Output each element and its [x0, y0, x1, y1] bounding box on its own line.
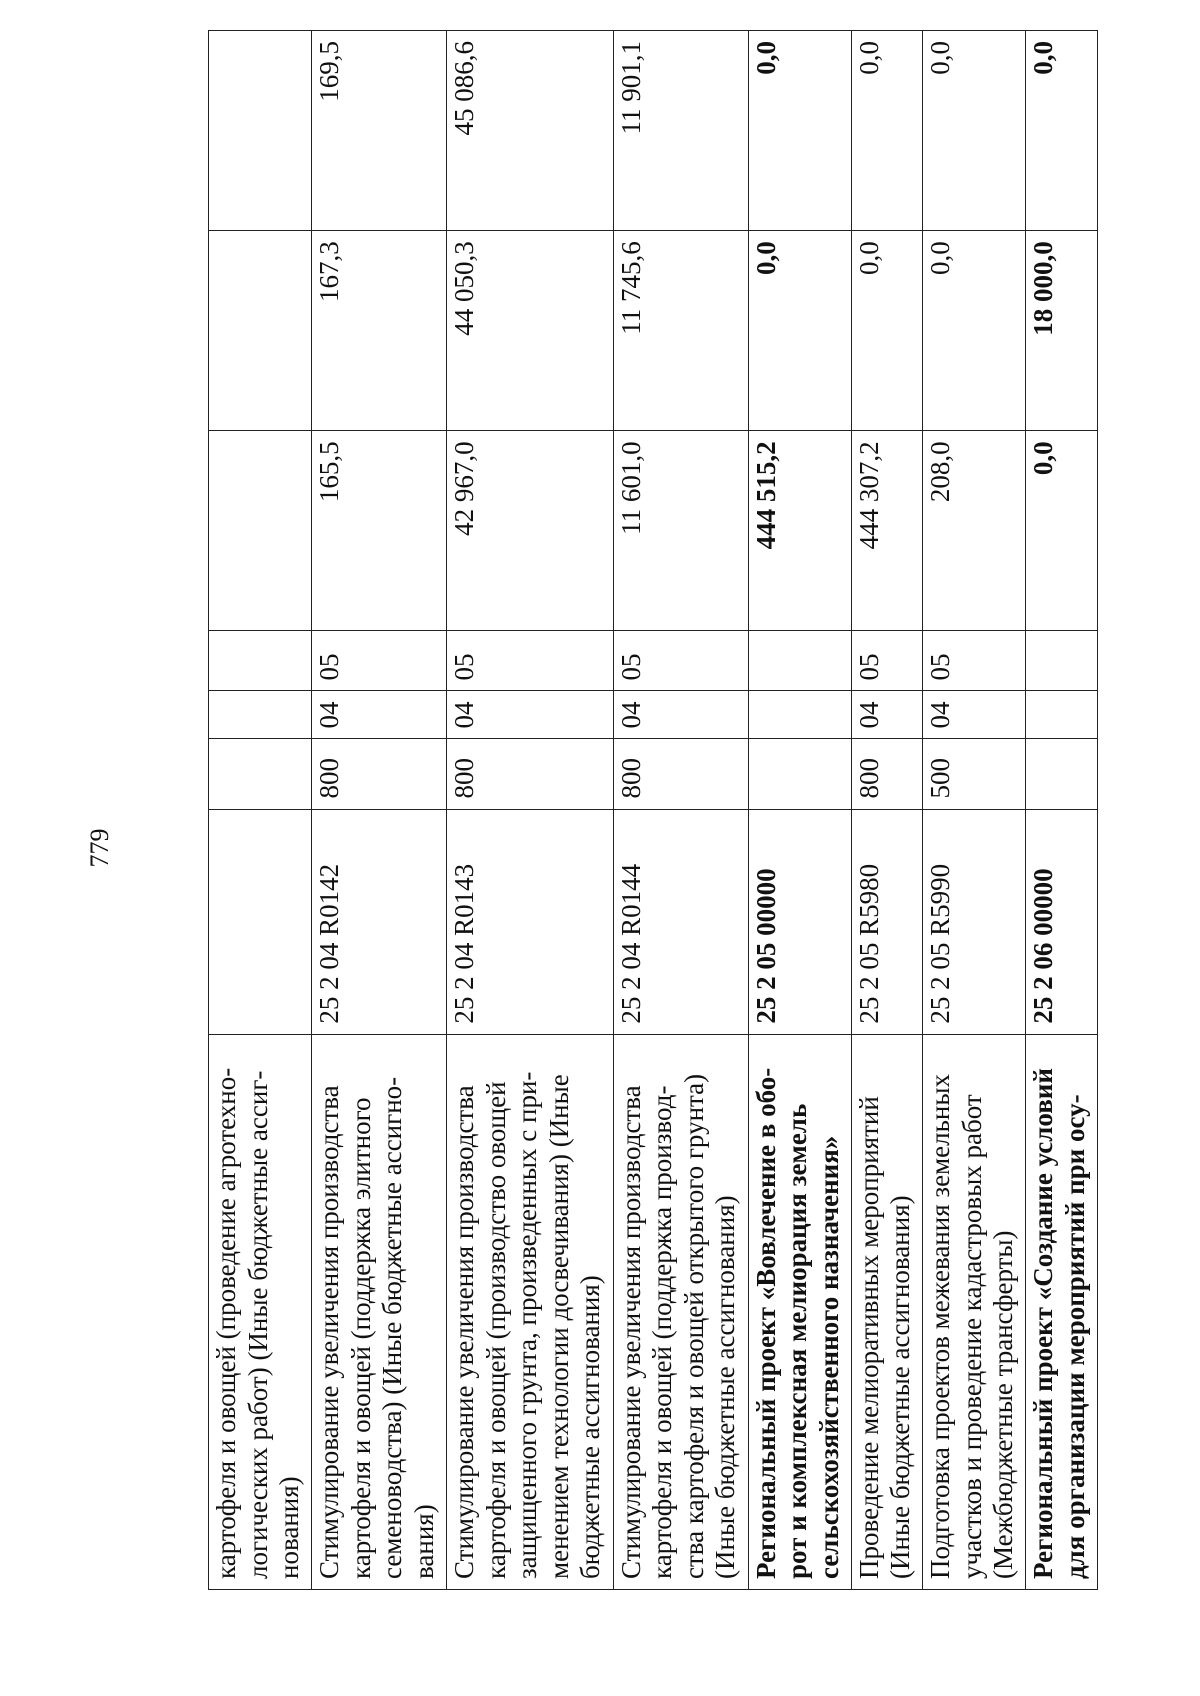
row-section [209, 691, 312, 739]
row-section [748, 691, 851, 739]
row-value-year1: 444 307,2 [851, 431, 922, 631]
row-section: 04 [312, 691, 447, 739]
row-expense-type: 800 [447, 739, 614, 809]
row-description: Стимулирование увеличения производства картофеля и овощей (поддержка элитного семеноводства) (Иные бюджетные ассигно-вания) [312, 1034, 447, 1589]
table-row [748, 31, 851, 1590]
row-section: 04 [613, 691, 748, 739]
table-row [923, 31, 1026, 1590]
row-value-year3: 0,0 [851, 31, 922, 231]
row-description: Проведение мелиоративных мероприятий (Иные бюджетные ассигнования) [851, 1034, 922, 1589]
row-description: Подготовка проектов межевания земельных участков и проведение кадастровых работ (Межбюджетные трансферты) [923, 1034, 1026, 1589]
row-description: картофеля и овощей (проведение агротехно-логических работ) (Иные бюджетные ассиг-нования) [209, 1034, 312, 1589]
row-expense-type [209, 739, 312, 809]
table-row [209, 31, 312, 1590]
table-row [1026, 31, 1098, 1590]
row-value-year1: 0,0 [1026, 431, 1098, 631]
row-value-year1: 165,5 [312, 431, 447, 631]
row-value-year1: 42 967,0 [447, 431, 614, 631]
row-value-year2: 0,0 [748, 231, 851, 431]
row-subsection [748, 631, 851, 691]
row-value-year2: 0,0 [851, 231, 922, 431]
row-subsection: 05 [923, 631, 1026, 691]
row-target-code: 25 2 04 R0142 [312, 809, 447, 1034]
row-description: Стимулирование увеличения производства картофеля и овощей (производство овощей защищенного грунта, произведенных с при-менением технологии досвечивания) (Иные бюджетные ассигнования) [447, 1034, 614, 1589]
row-expense-type [748, 739, 851, 809]
row-subsection: 05 [613, 631, 748, 691]
row-description: Стимулирование увеличения производства картофеля и овощей (поддержка производ-ства картофеля и овощей открытого грунта) (Иные бюджетные ассигнования) [613, 1034, 748, 1589]
row-subsection: 05 [312, 631, 447, 691]
row-value-year3: 0,0 [748, 31, 851, 231]
table-row [613, 31, 748, 1590]
table-row [851, 31, 922, 1590]
row-value-year3: 169,5 [312, 31, 447, 231]
row-section [1026, 691, 1098, 739]
budget-table [208, 30, 1098, 1590]
table-row [312, 31, 447, 1590]
table-row [447, 31, 614, 1590]
row-value-year3 [209, 31, 312, 231]
row-target-code [209, 809, 312, 1034]
row-value-year2: 18 000,0 [1026, 231, 1098, 431]
row-value-year3: 0,0 [923, 31, 1026, 231]
row-subsection: 05 [447, 631, 614, 691]
row-value-year1 [209, 431, 312, 631]
row-section: 04 [923, 691, 1026, 739]
row-value-year2: 44 050,3 [447, 231, 614, 431]
row-expense-type: 500 [923, 739, 1026, 809]
row-description: Региональный проект «Вовлечение в обо-рот и комплексная мелиорация земель сельскохозяйственного назначения» [748, 1034, 851, 1589]
rotated-table-wrapper [208, 30, 1098, 1590]
row-section: 04 [851, 691, 922, 739]
row-subsection [209, 631, 312, 691]
row-description: Региональный проект «Создание условий для организации мероприятий при осу- [1026, 1034, 1098, 1589]
row-target-code: 25 2 06 00000 [1026, 809, 1098, 1034]
row-value-year3: 0,0 [1026, 31, 1098, 231]
row-value-year1: 208,0 [923, 431, 1026, 631]
row-subsection: 05 [851, 631, 922, 691]
row-expense-type [1026, 739, 1098, 809]
row-target-code: 25 2 04 R0143 [447, 809, 614, 1034]
page-number: 779 [85, 828, 114, 868]
row-value-year3: 11 901,1 [613, 31, 748, 231]
row-subsection [1026, 631, 1098, 691]
row-expense-type: 800 [312, 739, 447, 809]
row-value-year3: 45 086,6 [447, 31, 614, 231]
row-value-year2: 0,0 [923, 231, 1026, 431]
row-target-code: 25 2 05 R5990 [923, 809, 1026, 1034]
row-value-year2 [209, 231, 312, 431]
row-expense-type: 800 [613, 739, 748, 809]
row-value-year2: 167,3 [312, 231, 447, 431]
row-expense-type: 800 [851, 739, 922, 809]
row-target-code: 25 2 05 R5980 [851, 809, 922, 1034]
row-value-year1: 11 601,0 [613, 431, 748, 631]
row-target-code: 25 2 04 R0144 [613, 809, 748, 1034]
row-value-year2: 11 745,6 [613, 231, 748, 431]
row-target-code: 25 2 05 00000 [748, 809, 851, 1034]
row-value-year1: 444 515,2 [748, 431, 851, 631]
row-section: 04 [447, 691, 614, 739]
